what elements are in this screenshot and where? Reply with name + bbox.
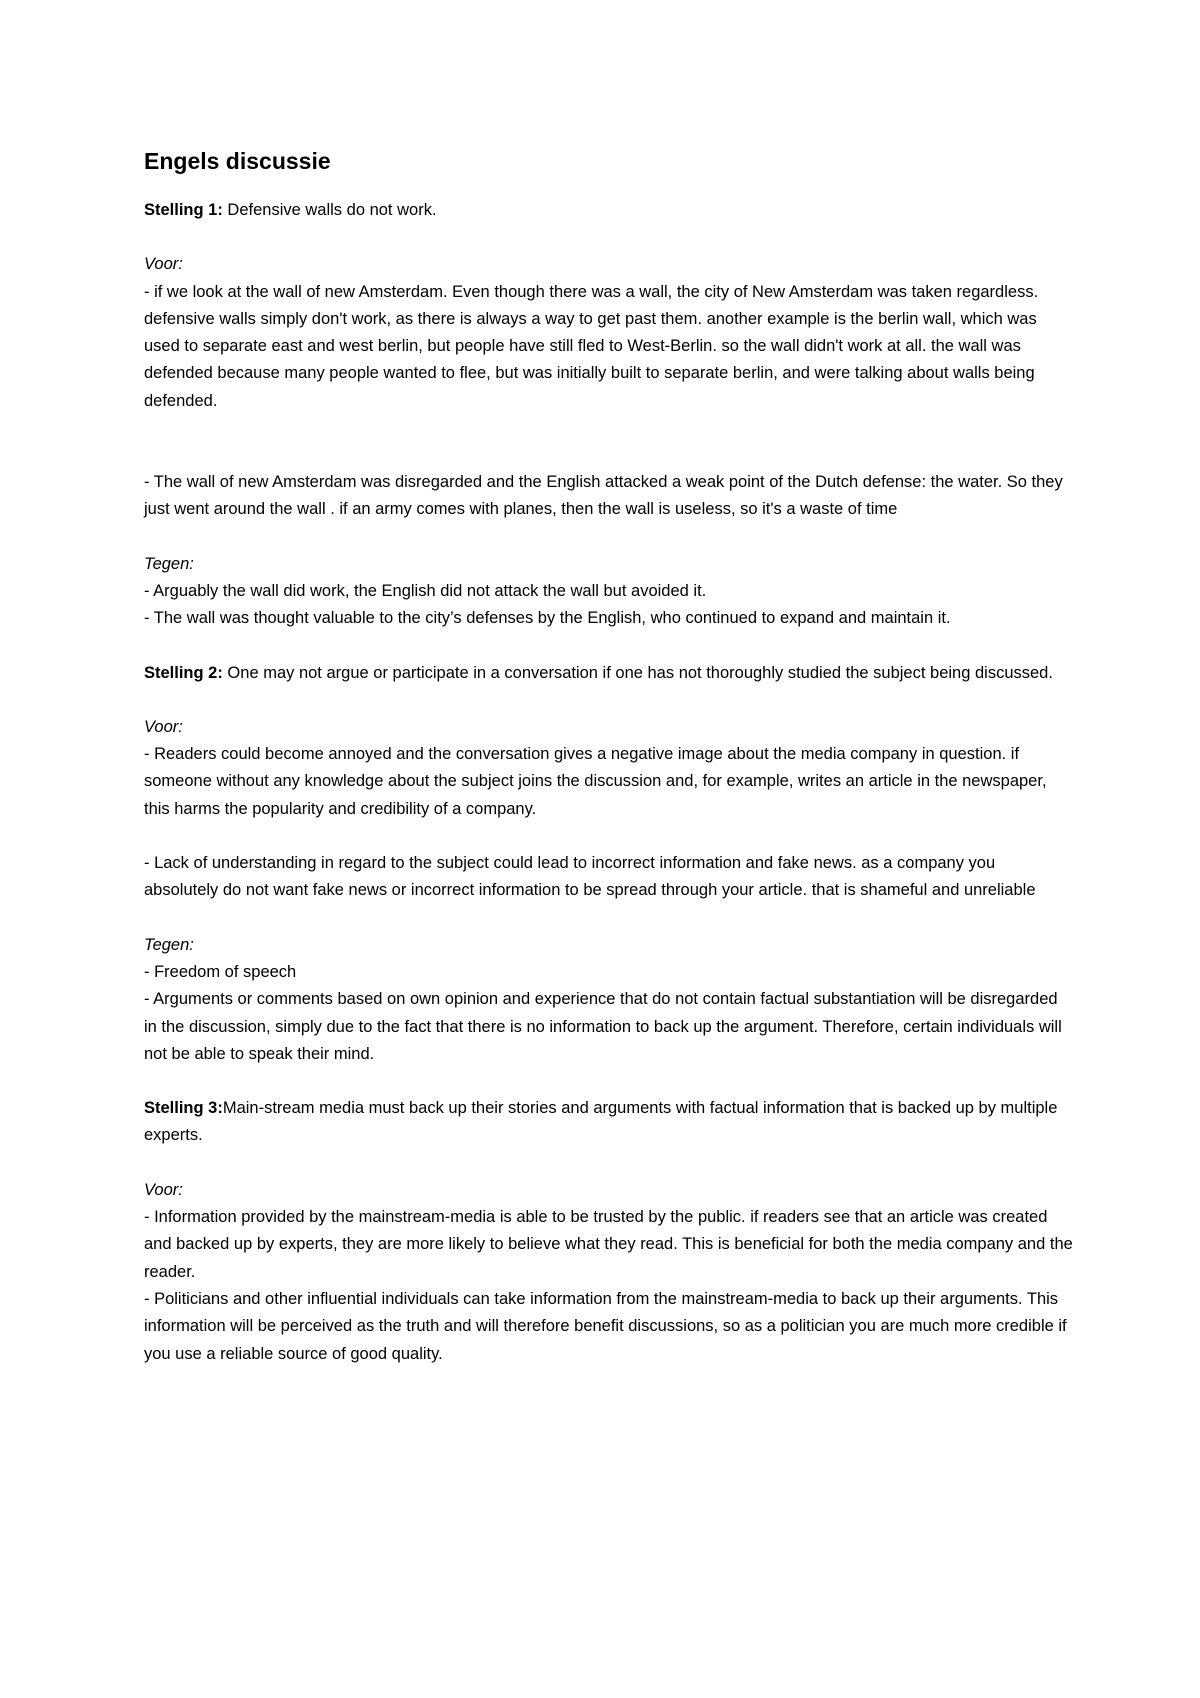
- stelling-3-statement: Main-stream media must back up their stories and arguments with factual information that is backed up by multiple experts.: [144, 1099, 1058, 1145]
- stelling-3-voor-label: Voor:: [144, 1180, 183, 1199]
- stelling-1-heading: Stelling 1:: [144, 201, 223, 219]
- stelling-1-tegen-label: Tegen:: [144, 554, 194, 573]
- stelling-1-voor-label: Voor:: [144, 255, 183, 274]
- stelling-1: [144, 197, 1074, 224]
- stelling-1-statement: Defensive walls do not work.: [222, 201, 437, 219]
- stelling-2-voor-2: - Lack of understanding in regard to the subject could lead to incorrect information and fake news. as a company you absolutely do not want fake news or incorrect information to be spread through your article. that is shameful and unreliable: [144, 854, 1036, 900]
- stelling-2-voor-1: - Readers could become annoyed and the conversation gives a negative image about the media company in question. if someone without any knowledge about the subject joins the discussion and, for example, writes an article in the newspaper, this harms the popularity and credibility of a company.: [144, 745, 1047, 818]
- stelling-2-voor-label: Voor:: [144, 717, 183, 736]
- stelling-3: [144, 1095, 1074, 1150]
- stelling-1-tegen-1: - Arguably the wall did work, the English did not attack the wall but avoided it.: [144, 581, 707, 600]
- stelling-3-voor-1: - Information provided by the mainstream-media is able to be trusted by the public. if readers see that an article was created and backed up by experts, they are more likely to believe what they read. This is beneficial for both the media company and the reader.: [144, 1208, 1073, 1281]
- stelling-2: [144, 660, 1074, 687]
- stelling-1-tegen-2: - The wall was thought valuable to the city’s defenses by the English, who continued to expand and maintain it.: [144, 609, 951, 628]
- document-body: [144, 145, 1074, 1368]
- stelling-3-heading: Stelling 3:: [144, 1099, 223, 1118]
- stelling-1-voor-1: - if we look at the wall of new Amsterdam. Even though there was a wall, the city of New Amsterdam was taken regardless. defensive walls simply don't work, as there is always a way to get past them. another example is the berlin wall, which was used to separate east and west berlin, but people have still fled to West-Berlin. so the wall didn't work at all. the wall was defended because many people wanted to flee, but was initially built to separate berlin, and were talking about walls being defended.: [144, 282, 1039, 410]
- stelling-2-tegen-2: - Arguments or comments based on own opinion and experience that do not contain factual substantiation will be disregarded in the discussion, simply due to the fact that there is no information to back up the argument. Therefore, certain individuals will not be able to speak their mind.: [144, 990, 1062, 1063]
- stelling-3-voor-2: - Politicians and other influential individuals can take information from the mainstream-media to back up their arguments. This information will be perceived as the truth and will therefore benefit discussions, so as a politician you are much more credible if you use a reliable source of good quality.: [144, 1289, 1067, 1363]
- document-title: Engels discussie: [144, 148, 331, 174]
- stelling-1-voor-2: - The wall of new Amsterdam was disregarded and the English attacked a weak point of the Dutch defense: the water. So they just went around the wall . if an army comes with planes, then the wall is useless, so it's a waste of time: [144, 473, 1063, 519]
- stelling-2-tegen-1: - Freedom of speech: [144, 962, 297, 981]
- stelling-2-tegen-label: Tegen:: [144, 935, 194, 954]
- stelling-2-heading: Stelling 2:: [144, 663, 223, 682]
- stelling-2-statement: One may not argue or participate in a conversation if one has not thoroughly studied the subject being discussed.: [222, 663, 1053, 682]
